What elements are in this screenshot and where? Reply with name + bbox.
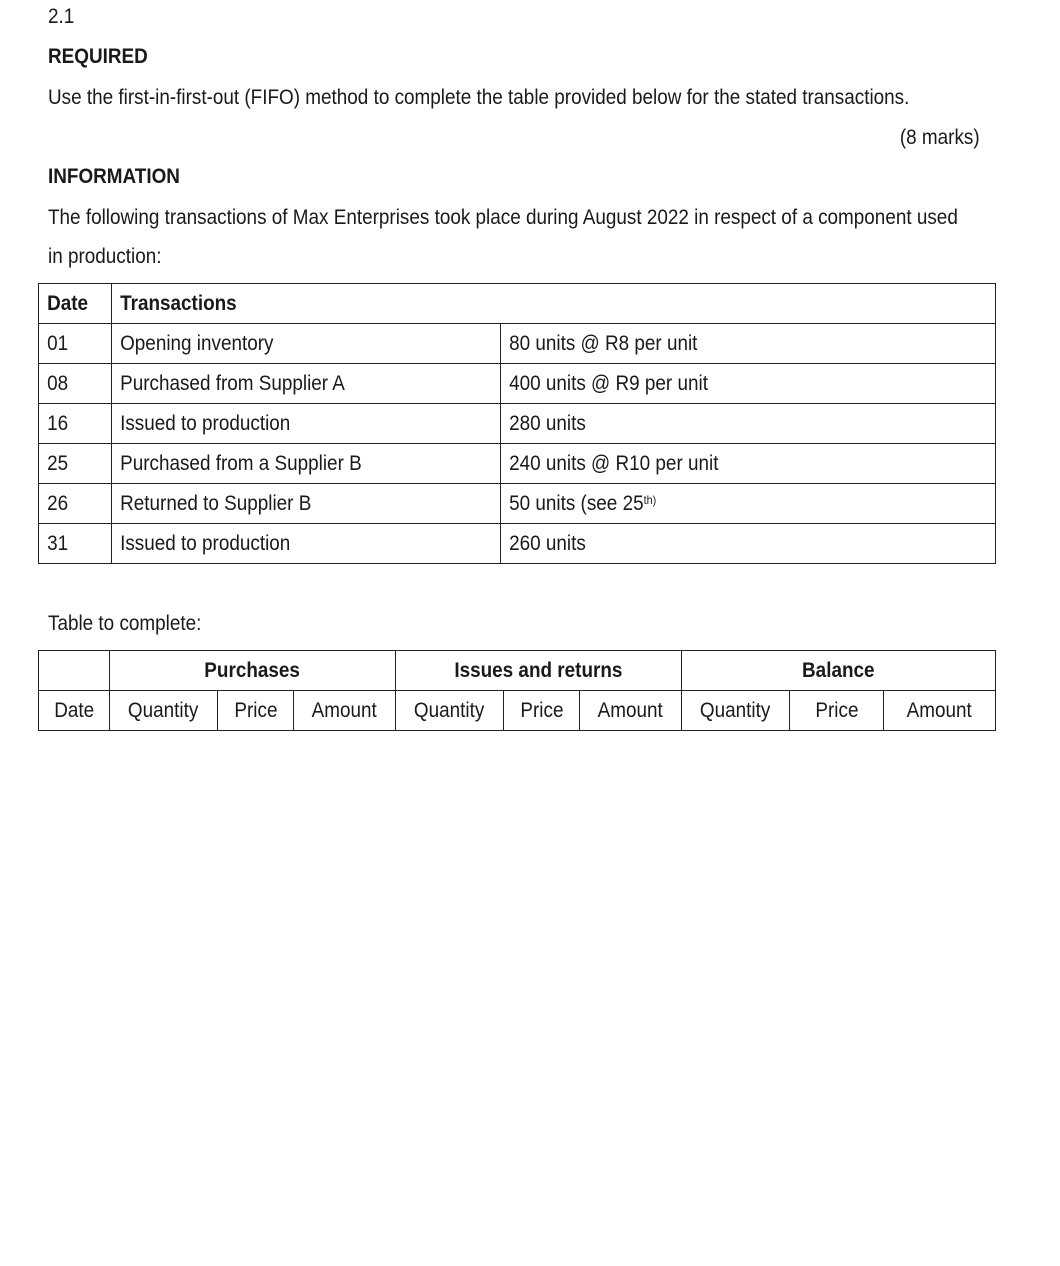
row-description: Issued to production [112,404,501,444]
row-detail: 400 units @ R9 per unit [501,364,996,404]
header-transactions: Transactions [112,284,996,324]
required-heading: REQUIRED [48,45,148,68]
row-detail: 280 units [501,404,996,444]
row-date: 08 [39,364,112,404]
fifo-group-row [39,651,996,691]
col-issues-price: Price [504,691,580,731]
table-row [39,324,996,364]
row-description: Opening inventory [112,324,501,364]
table-row [39,404,996,444]
row-detail: 260 units [501,524,996,564]
transactions-table [38,283,996,564]
col-balance-price: Price [790,691,884,731]
col-purchases-price: Price [218,691,294,731]
table-caption: Table to complete: [48,612,202,635]
fifo-column-row [39,691,996,731]
row-description: Purchased from Supplier A [112,364,501,404]
row-date: 31 [39,524,112,564]
group-issues: Issues and returns [396,651,682,691]
fifo-table [38,650,996,731]
row-date: 01 [39,324,112,364]
row-detail-text: 50 units (see 25 [509,491,644,515]
col-balance-amount: Amount [884,691,996,731]
required-instruction: Use the first-in-first-out (FIFO) method to complete the table provided below for the stated transactions. [48,86,910,109]
col-purchases-amount: Amount [294,691,396,731]
col-issues-quantity: Quantity [396,691,504,731]
group-blank [39,651,110,691]
row-description: Returned to Supplier B [112,484,501,524]
table-row [39,484,996,524]
group-purchases: Purchases [110,651,396,691]
col-balance-quantity: Quantity [682,691,790,731]
table-row [39,364,996,404]
row-date: 25 [39,444,112,484]
information-heading: INFORMATION [48,165,180,188]
row-detail-superscript: th) [643,492,657,507]
table-row [39,444,996,484]
row-description: Purchased from a Supplier B [112,444,501,484]
table-row [39,524,996,564]
row-detail: 80 units @ R8 per unit [501,324,996,364]
row-detail [501,484,996,524]
col-issues-amount: Amount [580,691,682,731]
information-line-1: The following transactions of Max Enterprises took place during August 2022 in respect of a component used [48,206,958,229]
header-date: Date [39,284,112,324]
group-balance: Balance [682,651,996,691]
row-date: 16 [39,404,112,444]
row-date: 26 [39,484,112,524]
col-date: Date [39,691,110,731]
information-line-2: in production: [48,245,162,268]
col-purchases-quantity: Quantity [110,691,218,731]
row-description: Issued to production [112,524,501,564]
transactions-header-row [39,284,996,324]
row-detail: 240 units @ R10 per unit [501,444,996,484]
marks-label: (8 marks) [900,126,980,149]
section-number: 2.1 [48,5,75,28]
